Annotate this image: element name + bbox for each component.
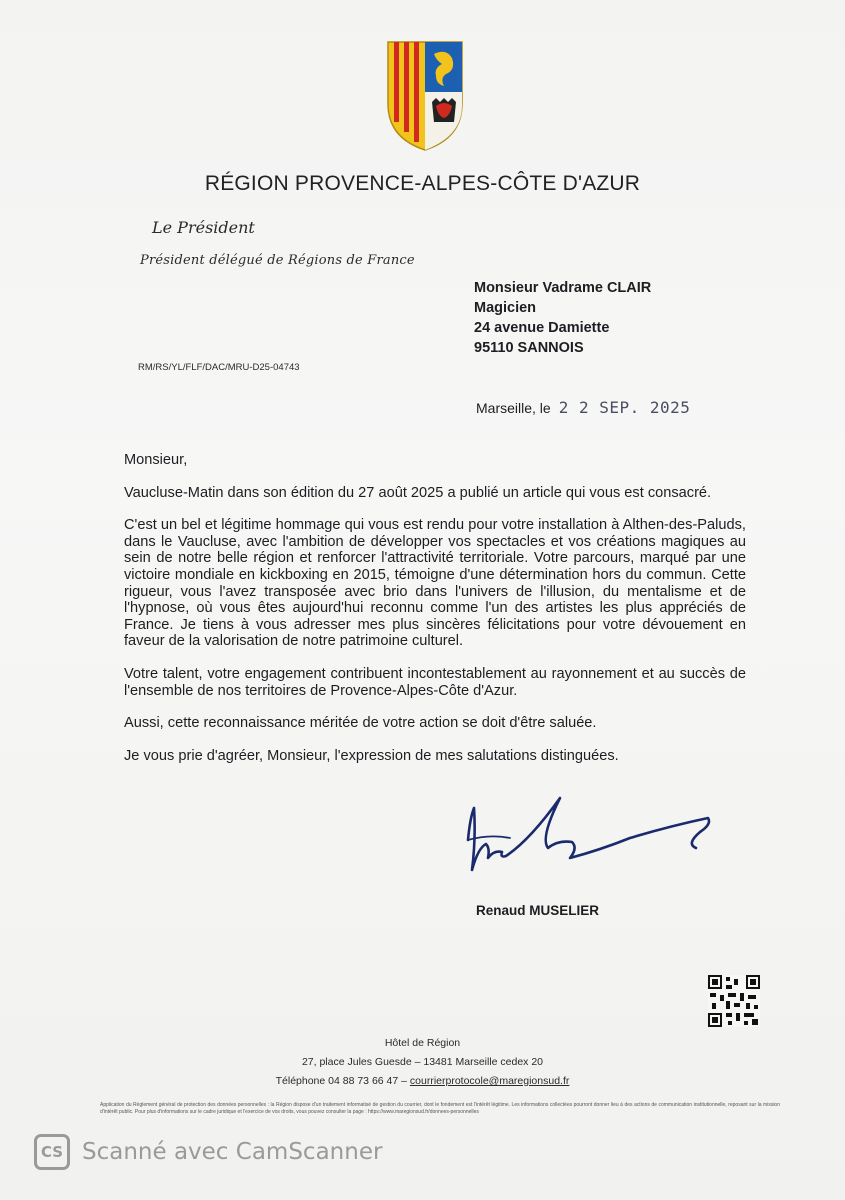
paragraph: Votre talent, votre engagement contribuent incontestablement au rayonnement et au succès de l'ensemble de nos territoires de Provence-Alpes-Côte d'Azur. — [124, 665, 746, 699]
recipient-address — [474, 278, 651, 358]
letter-footer — [0, 1034, 845, 1091]
camscanner-label: Scanné avec CamScanner — [82, 1139, 383, 1165]
salutation: Monsieur, — [124, 452, 188, 468]
footer-phone: Téléphone 04 88 73 66 47 – — [275, 1075, 410, 1087]
closing-paragraph: Je vous prie d'agréer, Monsieur, l'expression de mes salutations distinguées. — [124, 747, 619, 764]
president-subtitle: Président délégué de Régions de France — [140, 253, 415, 268]
camscanner-watermark — [34, 1132, 382, 1172]
recipient-city: 95110 SANNOIS — [474, 340, 584, 356]
paragraph: Aussi, cette reconnaissance méritée de votre action se doit d'être saluée. — [124, 715, 597, 732]
recipient-profession: Magicien — [474, 300, 537, 316]
dateline — [476, 398, 690, 417]
qr-code-icon — [708, 975, 760, 1027]
footer-email-link[interactable]: courrierprotocole@maregionsud.fr — [409, 1075, 570, 1087]
recipient-name: Monsieur Vadrame CLAIR — [474, 280, 652, 296]
handwritten-signature — [450, 778, 750, 898]
footer-contact — [0, 1072, 845, 1091]
region-crest-icon — [386, 40, 464, 152]
signer-name: Renaud MUSELIER — [476, 903, 600, 918]
footer-building: Hôtel de Région — [384, 1037, 461, 1049]
dateline-place: Marseille, le — [476, 400, 551, 416]
date-stamp: 2 2 SEP. 2025 — [558, 398, 691, 417]
letter-body — [124, 452, 746, 780]
letter-reference: RM/RS/YL/FLF/DAC/MRU-D25-04743 — [138, 362, 300, 373]
paragraph: Vaucluse-Matin dans son édition du 27 août 2025 a publié un article qui vous est consacré. — [124, 484, 712, 501]
paragraph: C'est un bel et légitime hommage qui vous est rendu pour votre installation à Althen-des-Paluds, dans le Vaucluse, avec l'ambition de développer vos spectacles et vos créations magiques au sein de notre belle région et renforcer l'attractivité territoriale. Votre parcours, marqué par une victoire mondiale en kickboxing en 2015, témoigne d'une détermination hors du commun. Cette rigueur, vous l'avez transposée avec brio dans l'univers de l'illusion, du mentalisme et de l'hypnose, où vous êtes aujourd'hui reconnu comme l'un des artistes les plus appréciés de France. Je tiens à vous adresser mes plus sincères félicitations pour votre dévouement en faveur de la valorisation de notre patrimoine culturel. — [124, 517, 746, 650]
president-title: Le Président — [152, 218, 255, 237]
footer-address: 27, place Jules Guesde – 13481 Marseille cedex 20 — [301, 1056, 544, 1068]
recipient-street: 24 avenue Damiette — [474, 320, 610, 336]
legal-notice: Application du Règlement général de protection des données personnelles : la Région dispose d'un traitement informatisé de gestion du courrier, dont le fondement est l'intérêt légitime. Les informations collectées pourront donner lieu à des actions de communication institutionnelle, reposant sur la mission d'intérêt public. Pour plus d'informations sur le cadre juridique et l'exercice de vos droits, vous pouvez consulter la page : https://www.maregionsud.fr/donnees-personnelles — [100, 1102, 780, 1115]
region-name: RÉGION PROVENCE-ALPES-CÔTE D'AZUR — [204, 172, 641, 195]
camscanner-logo-icon: CS — [34, 1134, 70, 1170]
